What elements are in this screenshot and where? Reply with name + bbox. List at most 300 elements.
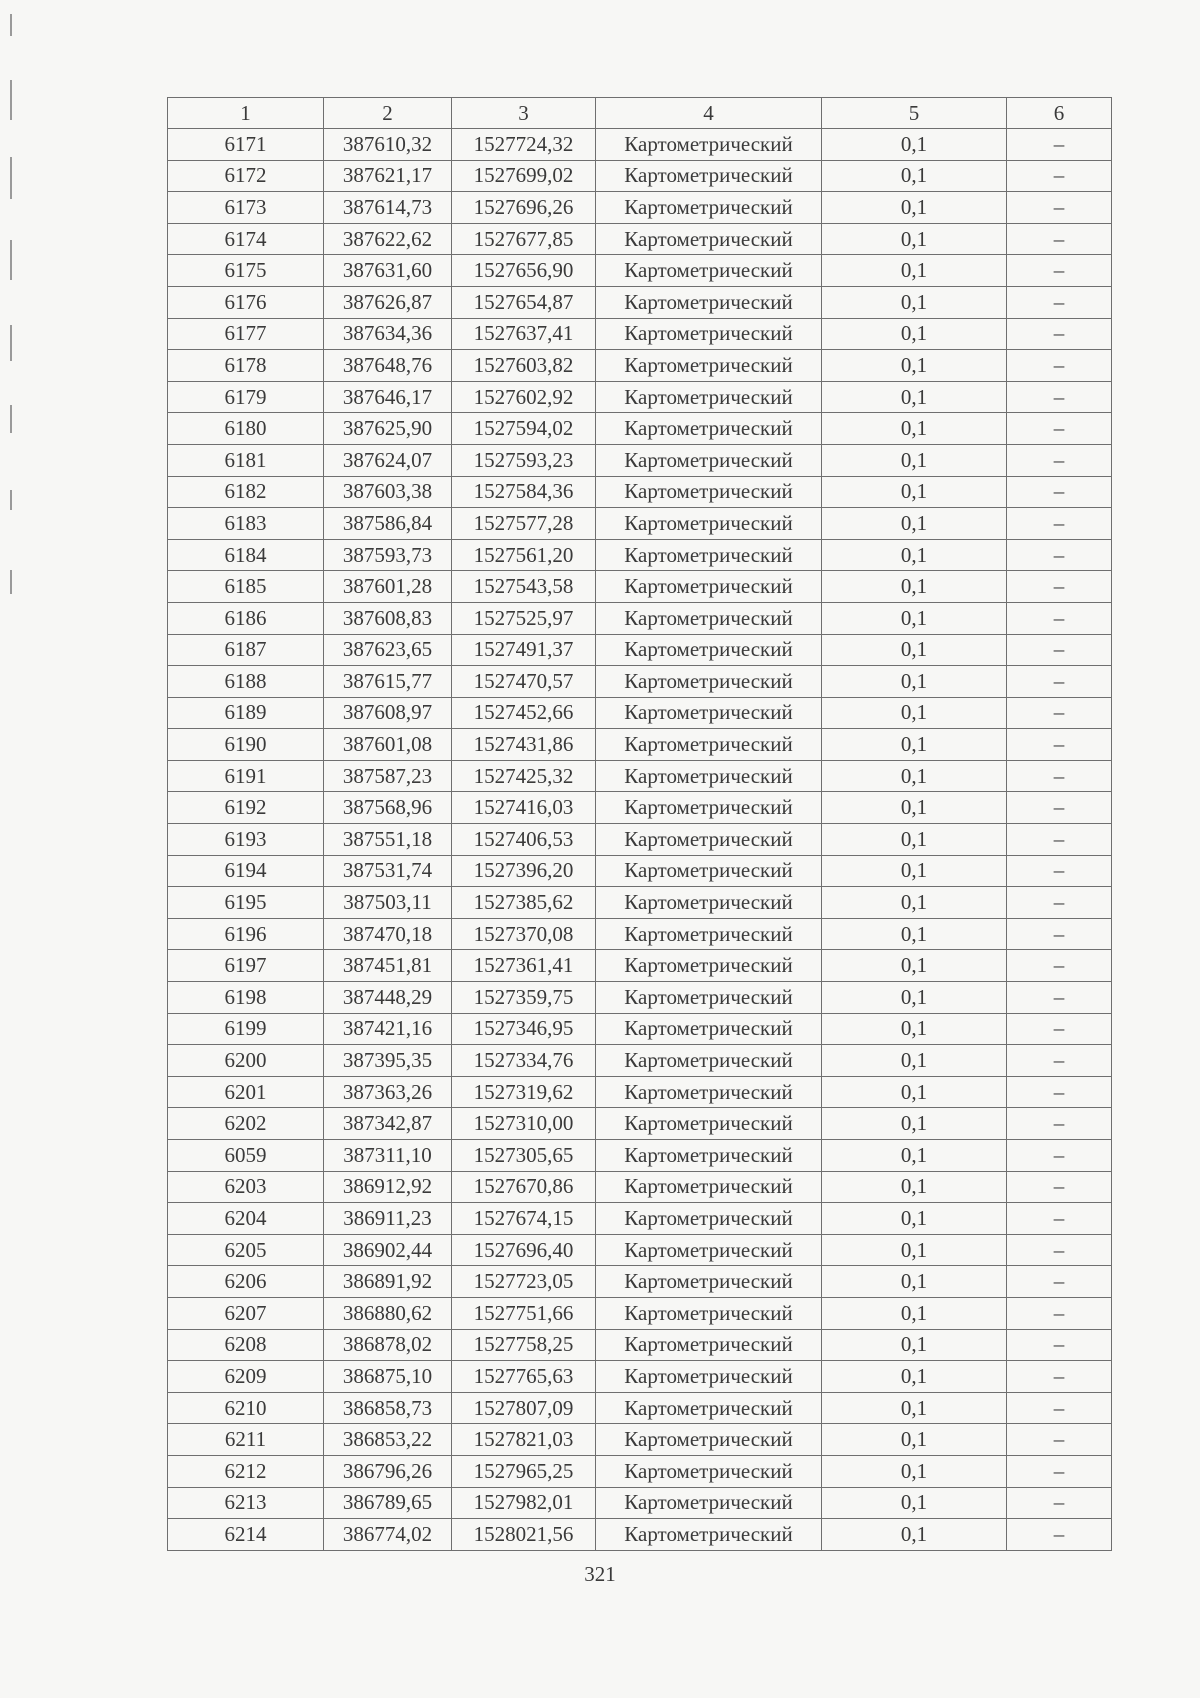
table-row bbox=[168, 760, 1112, 792]
y-coordinate-cell: 1527656,90 bbox=[452, 255, 596, 287]
y-coordinate-cell: 1527543,58 bbox=[452, 571, 596, 603]
note-cell: – bbox=[1007, 508, 1112, 540]
point-number-cell: 6177 bbox=[168, 318, 324, 350]
x-coordinate-cell: 387593,73 bbox=[324, 539, 452, 571]
x-coordinate-cell: 387615,77 bbox=[324, 666, 452, 698]
x-coordinate-cell: 387625,90 bbox=[324, 413, 452, 445]
x-coordinate-cell: 387608,97 bbox=[324, 697, 452, 729]
accuracy-cell: 0,1 bbox=[822, 129, 1007, 161]
accuracy-cell: 0,1 bbox=[822, 1266, 1007, 1298]
accuracy-cell: 0,1 bbox=[822, 855, 1007, 887]
method-cell: Картометрический bbox=[596, 855, 822, 887]
point-number-cell: 6212 bbox=[168, 1455, 324, 1487]
point-number-cell: 6193 bbox=[168, 824, 324, 856]
point-number-cell: 6195 bbox=[168, 887, 324, 919]
x-coordinate-cell: 387586,84 bbox=[324, 508, 452, 540]
note-cell: – bbox=[1007, 1519, 1112, 1551]
x-coordinate-cell: 386902,44 bbox=[324, 1234, 452, 1266]
method-cell: Картометрический bbox=[596, 444, 822, 476]
note-cell: – bbox=[1007, 634, 1112, 666]
note-cell: – bbox=[1007, 729, 1112, 761]
point-number-cell: 6196 bbox=[168, 918, 324, 950]
accuracy-cell: 0,1 bbox=[822, 729, 1007, 761]
method-cell: Картометрический bbox=[596, 318, 822, 350]
note-cell: – bbox=[1007, 855, 1112, 887]
accuracy-cell: 0,1 bbox=[822, 1234, 1007, 1266]
method-cell: Картометрический bbox=[596, 792, 822, 824]
point-number-cell: 6190 bbox=[168, 729, 324, 761]
method-cell: Картометрический bbox=[596, 223, 822, 255]
accuracy-cell: 0,1 bbox=[822, 950, 1007, 982]
x-coordinate-cell: 387395,35 bbox=[324, 1045, 452, 1077]
x-coordinate-cell: 387363,26 bbox=[324, 1076, 452, 1108]
note-cell: – bbox=[1007, 1076, 1112, 1108]
note-cell: – bbox=[1007, 381, 1112, 413]
scan-mark bbox=[10, 14, 12, 36]
y-coordinate-cell: 1527677,85 bbox=[452, 223, 596, 255]
y-coordinate-cell: 1527751,66 bbox=[452, 1297, 596, 1329]
method-cell: Картометрический bbox=[596, 697, 822, 729]
table-row bbox=[168, 1076, 1112, 1108]
note-cell: – bbox=[1007, 1013, 1112, 1045]
accuracy-cell: 0,1 bbox=[822, 1519, 1007, 1551]
y-coordinate-cell: 1527758,25 bbox=[452, 1329, 596, 1361]
y-coordinate-cell: 1527361,41 bbox=[452, 950, 596, 982]
x-coordinate-cell: 387342,87 bbox=[324, 1108, 452, 1140]
table-row bbox=[168, 729, 1112, 761]
point-number-cell: 6200 bbox=[168, 1045, 324, 1077]
point-number-cell: 6189 bbox=[168, 697, 324, 729]
table-row bbox=[168, 192, 1112, 224]
method-cell: Картометрический bbox=[596, 1487, 822, 1519]
note-cell: – bbox=[1007, 1171, 1112, 1203]
table-row bbox=[168, 508, 1112, 540]
point-number-cell: 6211 bbox=[168, 1424, 324, 1456]
note-cell: – bbox=[1007, 1266, 1112, 1298]
point-number-cell: 6197 bbox=[168, 950, 324, 982]
y-coordinate-cell: 1527396,20 bbox=[452, 855, 596, 887]
table-row bbox=[168, 539, 1112, 571]
x-coordinate-cell: 386912,92 bbox=[324, 1171, 452, 1203]
table-row bbox=[168, 887, 1112, 919]
table-body bbox=[168, 129, 1112, 1551]
x-coordinate-cell: 387626,87 bbox=[324, 286, 452, 318]
scan-mark bbox=[10, 325, 12, 361]
accuracy-cell: 0,1 bbox=[822, 571, 1007, 603]
method-cell: Картометрический bbox=[596, 1108, 822, 1140]
note-cell: – bbox=[1007, 982, 1112, 1014]
point-number-cell: 6192 bbox=[168, 792, 324, 824]
note-cell: – bbox=[1007, 444, 1112, 476]
method-cell: Картометрический bbox=[596, 255, 822, 287]
header-row bbox=[168, 98, 1112, 129]
note-cell: – bbox=[1007, 160, 1112, 192]
method-cell: Картометрический bbox=[596, 1203, 822, 1235]
note-cell: – bbox=[1007, 1424, 1112, 1456]
table-row bbox=[168, 160, 1112, 192]
y-coordinate-cell: 1527674,15 bbox=[452, 1203, 596, 1235]
y-coordinate-cell: 1528021,56 bbox=[452, 1519, 596, 1551]
accuracy-cell: 0,1 bbox=[822, 539, 1007, 571]
accuracy-cell: 0,1 bbox=[822, 1108, 1007, 1140]
point-number-cell: 6209 bbox=[168, 1361, 324, 1393]
accuracy-cell: 0,1 bbox=[822, 192, 1007, 224]
table-row bbox=[168, 824, 1112, 856]
y-coordinate-cell: 1527821,03 bbox=[452, 1424, 596, 1456]
table-row bbox=[168, 286, 1112, 318]
table-row bbox=[168, 1297, 1112, 1329]
note-cell: – bbox=[1007, 760, 1112, 792]
y-coordinate-cell: 1527359,75 bbox=[452, 982, 596, 1014]
point-number-cell: 6174 bbox=[168, 223, 324, 255]
accuracy-cell: 0,1 bbox=[822, 381, 1007, 413]
table-row bbox=[168, 381, 1112, 413]
method-cell: Картометрический bbox=[596, 413, 822, 445]
point-number-cell: 6179 bbox=[168, 381, 324, 413]
accuracy-cell: 0,1 bbox=[822, 918, 1007, 950]
note-cell: – bbox=[1007, 697, 1112, 729]
point-number-cell: 6173 bbox=[168, 192, 324, 224]
y-coordinate-cell: 1527594,02 bbox=[452, 413, 596, 445]
table-row bbox=[168, 982, 1112, 1014]
column-header: 5 bbox=[822, 98, 1007, 129]
x-coordinate-cell: 387631,60 bbox=[324, 255, 452, 287]
y-coordinate-cell: 1527699,02 bbox=[452, 160, 596, 192]
column-header: 1 bbox=[168, 98, 324, 129]
table-row bbox=[168, 318, 1112, 350]
note-cell: – bbox=[1007, 318, 1112, 350]
table-row bbox=[168, 1266, 1112, 1298]
x-coordinate-cell: 387601,08 bbox=[324, 729, 452, 761]
method-cell: Картометрический bbox=[596, 508, 822, 540]
note-cell: – bbox=[1007, 918, 1112, 950]
accuracy-cell: 0,1 bbox=[822, 982, 1007, 1014]
y-coordinate-cell: 1527965,25 bbox=[452, 1455, 596, 1487]
note-cell: – bbox=[1007, 1361, 1112, 1393]
x-coordinate-cell: 387614,73 bbox=[324, 192, 452, 224]
note-cell: – bbox=[1007, 1045, 1112, 1077]
accuracy-cell: 0,1 bbox=[822, 824, 1007, 856]
point-number-cell: 6181 bbox=[168, 444, 324, 476]
method-cell: Картометрический bbox=[596, 1076, 822, 1108]
point-number-cell: 6206 bbox=[168, 1266, 324, 1298]
point-number-cell: 6207 bbox=[168, 1297, 324, 1329]
method-cell: Картометрический bbox=[596, 1455, 822, 1487]
note-cell: – bbox=[1007, 1297, 1112, 1329]
table-row bbox=[168, 602, 1112, 634]
table-row bbox=[168, 1392, 1112, 1424]
x-coordinate-cell: 387634,36 bbox=[324, 318, 452, 350]
method-cell: Картометрический bbox=[596, 1329, 822, 1361]
y-coordinate-cell: 1527593,23 bbox=[452, 444, 596, 476]
accuracy-cell: 0,1 bbox=[822, 476, 1007, 508]
table-row bbox=[168, 666, 1112, 698]
method-cell: Картометрический bbox=[596, 1361, 822, 1393]
method-cell: Картометрический bbox=[596, 476, 822, 508]
note-cell: – bbox=[1007, 1234, 1112, 1266]
accuracy-cell: 0,1 bbox=[822, 286, 1007, 318]
accuracy-cell: 0,1 bbox=[822, 1329, 1007, 1361]
column-header: 4 bbox=[596, 98, 822, 129]
y-coordinate-cell: 1527305,65 bbox=[452, 1140, 596, 1172]
accuracy-cell: 0,1 bbox=[822, 887, 1007, 919]
y-coordinate-cell: 1527602,92 bbox=[452, 381, 596, 413]
y-coordinate-cell: 1527765,63 bbox=[452, 1361, 596, 1393]
accuracy-cell: 0,1 bbox=[822, 223, 1007, 255]
accuracy-cell: 0,1 bbox=[822, 697, 1007, 729]
accuracy-cell: 0,1 bbox=[822, 160, 1007, 192]
method-cell: Картометрический bbox=[596, 887, 822, 919]
accuracy-cell: 0,1 bbox=[822, 1013, 1007, 1045]
accuracy-cell: 0,1 bbox=[822, 666, 1007, 698]
point-number-cell: 6059 bbox=[168, 1140, 324, 1172]
y-coordinate-cell: 1527696,26 bbox=[452, 192, 596, 224]
x-coordinate-cell: 387448,29 bbox=[324, 982, 452, 1014]
note-cell: – bbox=[1007, 1487, 1112, 1519]
coordinates-table bbox=[167, 97, 1112, 1551]
x-coordinate-cell: 386789,65 bbox=[324, 1487, 452, 1519]
point-number-cell: 6205 bbox=[168, 1234, 324, 1266]
x-coordinate-cell: 386853,22 bbox=[324, 1424, 452, 1456]
method-cell: Картометрический bbox=[596, 1140, 822, 1172]
accuracy-cell: 0,1 bbox=[822, 318, 1007, 350]
point-number-cell: 6171 bbox=[168, 129, 324, 161]
x-coordinate-cell: 386796,26 bbox=[324, 1455, 452, 1487]
point-number-cell: 6176 bbox=[168, 286, 324, 318]
method-cell: Картометрический bbox=[596, 571, 822, 603]
method-cell: Картометрический bbox=[596, 129, 822, 161]
table-row bbox=[168, 918, 1112, 950]
note-cell: – bbox=[1007, 413, 1112, 445]
accuracy-cell: 0,1 bbox=[822, 444, 1007, 476]
y-coordinate-cell: 1527696,40 bbox=[452, 1234, 596, 1266]
method-cell: Картометрический bbox=[596, 729, 822, 761]
y-coordinate-cell: 1527723,05 bbox=[452, 1266, 596, 1298]
y-coordinate-cell: 1527807,09 bbox=[452, 1392, 596, 1424]
y-coordinate-cell: 1527577,28 bbox=[452, 508, 596, 540]
x-coordinate-cell: 386774,02 bbox=[324, 1519, 452, 1551]
y-coordinate-cell: 1527561,20 bbox=[452, 539, 596, 571]
scan-mark bbox=[10, 570, 12, 594]
point-number-cell: 6182 bbox=[168, 476, 324, 508]
y-coordinate-cell: 1527724,32 bbox=[452, 129, 596, 161]
table-row bbox=[168, 1234, 1112, 1266]
method-cell: Картометрический bbox=[596, 350, 822, 382]
table-row bbox=[168, 1361, 1112, 1393]
table-row bbox=[168, 1171, 1112, 1203]
y-coordinate-cell: 1527584,36 bbox=[452, 476, 596, 508]
method-cell: Картометрический bbox=[596, 634, 822, 666]
point-number-cell: 6188 bbox=[168, 666, 324, 698]
note-cell: – bbox=[1007, 1392, 1112, 1424]
y-coordinate-cell: 1527470,57 bbox=[452, 666, 596, 698]
scan-mark bbox=[10, 490, 12, 510]
accuracy-cell: 0,1 bbox=[822, 602, 1007, 634]
accuracy-cell: 0,1 bbox=[822, 1076, 1007, 1108]
note-cell: – bbox=[1007, 129, 1112, 161]
note-cell: – bbox=[1007, 476, 1112, 508]
method-cell: Картометрический bbox=[596, 1297, 822, 1329]
y-coordinate-cell: 1527637,41 bbox=[452, 318, 596, 350]
note-cell: – bbox=[1007, 1455, 1112, 1487]
x-coordinate-cell: 386858,73 bbox=[324, 1392, 452, 1424]
table-row bbox=[168, 255, 1112, 287]
y-coordinate-cell: 1527334,76 bbox=[452, 1045, 596, 1077]
y-coordinate-cell: 1527670,86 bbox=[452, 1171, 596, 1203]
note-cell: – bbox=[1007, 1108, 1112, 1140]
point-number-cell: 6213 bbox=[168, 1487, 324, 1519]
accuracy-cell: 0,1 bbox=[822, 792, 1007, 824]
table-row bbox=[168, 1203, 1112, 1235]
note-cell: – bbox=[1007, 1329, 1112, 1361]
method-cell: Картометрический bbox=[596, 760, 822, 792]
table-row bbox=[168, 1013, 1112, 1045]
point-number-cell: 6191 bbox=[168, 760, 324, 792]
point-number-cell: 6214 bbox=[168, 1519, 324, 1551]
column-header: 2 bbox=[324, 98, 452, 129]
x-coordinate-cell: 387451,81 bbox=[324, 950, 452, 982]
x-coordinate-cell: 387624,07 bbox=[324, 444, 452, 476]
method-cell: Картометрический bbox=[596, 539, 822, 571]
point-number-cell: 6204 bbox=[168, 1203, 324, 1235]
y-coordinate-cell: 1527406,53 bbox=[452, 824, 596, 856]
point-number-cell: 6208 bbox=[168, 1329, 324, 1361]
y-coordinate-cell: 1527525,97 bbox=[452, 602, 596, 634]
table-row bbox=[168, 1455, 1112, 1487]
point-number-cell: 6183 bbox=[168, 508, 324, 540]
method-cell: Картометрический bbox=[596, 824, 822, 856]
x-coordinate-cell: 387421,16 bbox=[324, 1013, 452, 1045]
y-coordinate-cell: 1527310,00 bbox=[452, 1108, 596, 1140]
table-row bbox=[168, 571, 1112, 603]
point-number-cell: 6184 bbox=[168, 539, 324, 571]
table-row bbox=[168, 1108, 1112, 1140]
x-coordinate-cell: 386878,02 bbox=[324, 1329, 452, 1361]
method-cell: Картометрический bbox=[596, 602, 822, 634]
note-cell: – bbox=[1007, 887, 1112, 919]
x-coordinate-cell: 387503,11 bbox=[324, 887, 452, 919]
point-number-cell: 6180 bbox=[168, 413, 324, 445]
y-coordinate-cell: 1527654,87 bbox=[452, 286, 596, 318]
accuracy-cell: 0,1 bbox=[822, 1203, 1007, 1235]
table-row bbox=[168, 950, 1112, 982]
accuracy-cell: 0,1 bbox=[822, 760, 1007, 792]
table-row bbox=[168, 129, 1112, 161]
x-coordinate-cell: 386880,62 bbox=[324, 1297, 452, 1329]
x-coordinate-cell: 387470,18 bbox=[324, 918, 452, 950]
x-coordinate-cell: 387646,17 bbox=[324, 381, 452, 413]
accuracy-cell: 0,1 bbox=[822, 1424, 1007, 1456]
note-cell: – bbox=[1007, 255, 1112, 287]
table-row bbox=[168, 1519, 1112, 1551]
y-coordinate-cell: 1527319,62 bbox=[452, 1076, 596, 1108]
scan-mark bbox=[10, 157, 12, 199]
note-cell: – bbox=[1007, 350, 1112, 382]
accuracy-cell: 0,1 bbox=[822, 1297, 1007, 1329]
x-coordinate-cell: 387587,23 bbox=[324, 760, 452, 792]
table-row bbox=[168, 444, 1112, 476]
point-number-cell: 6210 bbox=[168, 1392, 324, 1424]
note-cell: – bbox=[1007, 824, 1112, 856]
x-coordinate-cell: 387531,74 bbox=[324, 855, 452, 887]
table-row bbox=[168, 1045, 1112, 1077]
x-coordinate-cell: 387610,32 bbox=[324, 129, 452, 161]
x-coordinate-cell: 386911,23 bbox=[324, 1203, 452, 1235]
x-coordinate-cell: 387568,96 bbox=[324, 792, 452, 824]
accuracy-cell: 0,1 bbox=[822, 508, 1007, 540]
point-number-cell: 6178 bbox=[168, 350, 324, 382]
point-number-cell: 6203 bbox=[168, 1171, 324, 1203]
column-header: 6 bbox=[1007, 98, 1112, 129]
table-row bbox=[168, 634, 1112, 666]
point-number-cell: 6175 bbox=[168, 255, 324, 287]
accuracy-cell: 0,1 bbox=[822, 1455, 1007, 1487]
accuracy-cell: 0,1 bbox=[822, 1045, 1007, 1077]
table-row bbox=[168, 855, 1112, 887]
coordinates-table-container bbox=[167, 97, 1111, 1551]
scan-mark bbox=[10, 240, 12, 280]
point-number-cell: 6202 bbox=[168, 1108, 324, 1140]
accuracy-cell: 0,1 bbox=[822, 1140, 1007, 1172]
method-cell: Картометрический bbox=[596, 1171, 822, 1203]
accuracy-cell: 0,1 bbox=[822, 1392, 1007, 1424]
table-row bbox=[168, 1424, 1112, 1456]
table-row bbox=[168, 697, 1112, 729]
note-cell: – bbox=[1007, 792, 1112, 824]
note-cell: – bbox=[1007, 1140, 1112, 1172]
method-cell: Картометрический bbox=[596, 1013, 822, 1045]
note-cell: – bbox=[1007, 666, 1112, 698]
point-number-cell: 6172 bbox=[168, 160, 324, 192]
note-cell: – bbox=[1007, 571, 1112, 603]
accuracy-cell: 0,1 bbox=[822, 1361, 1007, 1393]
scan-mark bbox=[10, 405, 12, 433]
note-cell: – bbox=[1007, 602, 1112, 634]
y-coordinate-cell: 1527416,03 bbox=[452, 792, 596, 824]
method-cell: Картометрический bbox=[596, 666, 822, 698]
method-cell: Картометрический bbox=[596, 1266, 822, 1298]
method-cell: Картометрический bbox=[596, 918, 822, 950]
note-cell: – bbox=[1007, 223, 1112, 255]
note-cell: – bbox=[1007, 950, 1112, 982]
y-coordinate-cell: 1527425,32 bbox=[452, 760, 596, 792]
accuracy-cell: 0,1 bbox=[822, 634, 1007, 666]
accuracy-cell: 0,1 bbox=[822, 350, 1007, 382]
table-row bbox=[168, 792, 1112, 824]
table-row bbox=[168, 476, 1112, 508]
point-number-cell: 6201 bbox=[168, 1076, 324, 1108]
table-row bbox=[168, 223, 1112, 255]
method-cell: Картометрический bbox=[596, 1519, 822, 1551]
method-cell: Картометрический bbox=[596, 192, 822, 224]
method-cell: Картометрический bbox=[596, 982, 822, 1014]
point-number-cell: 6199 bbox=[168, 1013, 324, 1045]
x-coordinate-cell: 387601,28 bbox=[324, 571, 452, 603]
accuracy-cell: 0,1 bbox=[822, 413, 1007, 445]
method-cell: Картометрический bbox=[596, 1045, 822, 1077]
table-row bbox=[168, 350, 1112, 382]
column-header: 3 bbox=[452, 98, 596, 129]
accuracy-cell: 0,1 bbox=[822, 1171, 1007, 1203]
table-row bbox=[168, 1329, 1112, 1361]
point-number-cell: 6187 bbox=[168, 634, 324, 666]
x-coordinate-cell: 387311,10 bbox=[324, 1140, 452, 1172]
method-cell: Картометрический bbox=[596, 950, 822, 982]
x-coordinate-cell: 387648,76 bbox=[324, 350, 452, 382]
point-number-cell: 6186 bbox=[168, 602, 324, 634]
method-cell: Картометрический bbox=[596, 1392, 822, 1424]
point-number-cell: 6194 bbox=[168, 855, 324, 887]
